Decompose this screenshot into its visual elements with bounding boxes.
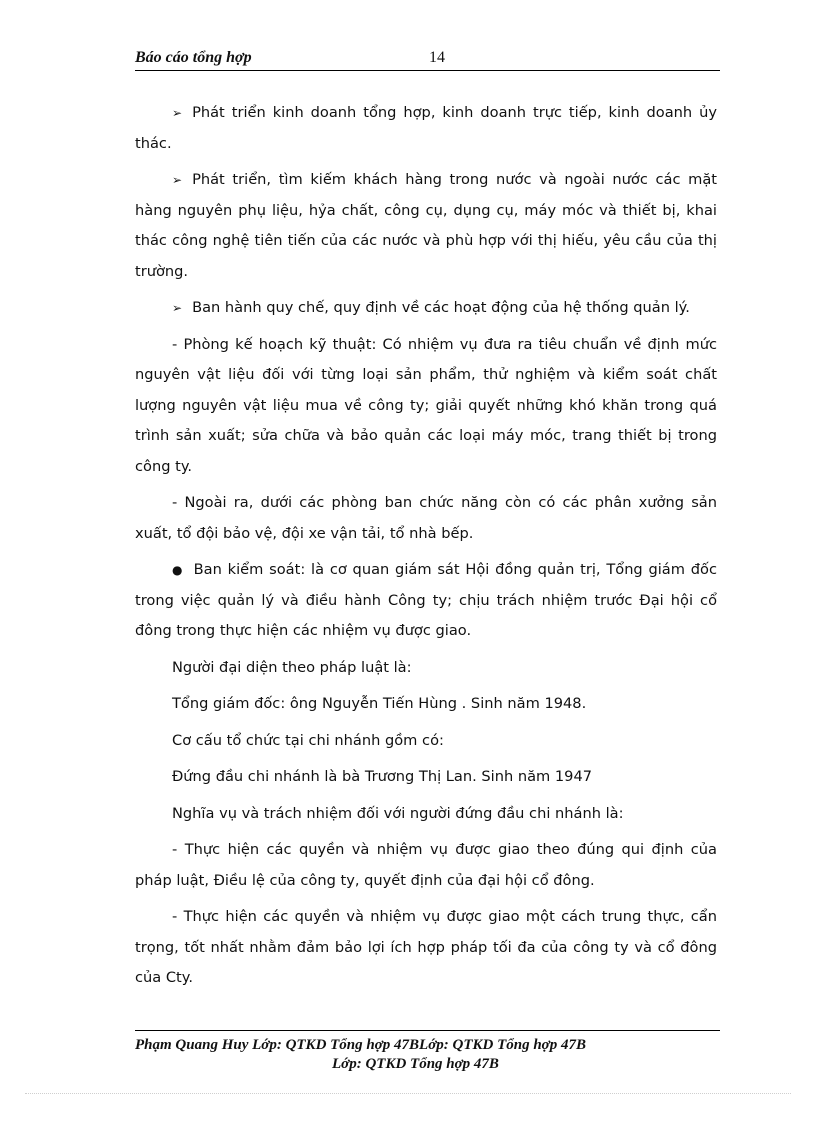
paragraph: ➢ Ban hành quy chế, quy định về các hoạt động của hệ thống quản lý. bbox=[172, 299, 690, 316]
page-footer bbox=[135, 1030, 720, 1074]
dot-bullet-icon: ● bbox=[172, 563, 184, 577]
paragraph: Nghĩa vụ và trách nhiệm đối với người đứng đầu chi nhánh là: bbox=[172, 804, 624, 822]
paragraph: ● Ban kiểm soát: là cơ quan giám sát Hội đồng quản trị, Tổng giám đốc trong việc quản lý và điều hành Công ty; chịu trách nhiệm trước Đại hội cổ đông trong thực hiện các nhiệm vụ được giao. bbox=[135, 561, 717, 639]
document-body bbox=[135, 98, 717, 1000]
paragraph: Người đại diện theo pháp luật là: bbox=[172, 658, 412, 676]
page-edge-divider bbox=[25, 1093, 791, 1094]
arrow-bullet-icon: ➢ bbox=[172, 106, 183, 120]
paragraph: ➢ Phát triển kinh doanh tổng hợp, kinh doanh trực tiếp, kinh doanh ủy thác. bbox=[135, 104, 717, 152]
page-header bbox=[135, 48, 720, 71]
header-title: Báo cáo tổng hợp bbox=[135, 49, 252, 66]
paragraph: - Phòng kế hoạch kỹ thuật: Có nhiệm vụ đưa ra tiêu chuẩn về định mức nguyên vật liệu đối với từng loại sản phẩm, thử nghiệm và kiểm soát chất lượng nguyên vật liệu mua về công ty; giải quyết những khó khăn trong quá trình sản xuất; sửa chữa và bảo quản các loại máy móc, trang thiết bị trong công ty. bbox=[135, 335, 717, 475]
paragraph: Tổng giám đốc: ông Nguyễn Tiến Hùng . Sinh năm 1948. bbox=[172, 695, 587, 712]
arrow-bullet-icon: ➢ bbox=[172, 301, 183, 315]
footer-line-2: Lớp: QTKD Tổng hợp 47B bbox=[332, 1056, 499, 1072]
paragraph: Đứng đầu chi nhánh là bà Trương Thị Lan. Sinh năm 1947 bbox=[172, 768, 593, 785]
page-number: 14 bbox=[429, 49, 445, 66]
paragraph: - Ngoài ra, dưới các phòng ban chức năng còn có các phân xưởng sản xuất, tổ đội bảo vệ, đội xe vận tải, tổ nhà bếp. bbox=[135, 494, 717, 542]
paragraph: - Thực hiện các quyền và nhiệm vụ được giao một cách trung thực, cẩn trọng, tốt nhất nhằm đảm bảo lợi ích hợp pháp tối đa của công ty và cổ đông của Cty. bbox=[135, 908, 717, 986]
arrow-bullet-icon: ➢ bbox=[172, 173, 183, 187]
paragraph: Cơ cấu tổ chức tại chi nhánh gồm có: bbox=[172, 731, 444, 749]
paragraph: - Thực hiện các quyền và nhiệm vụ được giao theo đúng qui định của pháp luật, Điều lệ của công ty, quyết định của đại hội cổ đông. bbox=[135, 841, 717, 889]
paragraph: ➢ Phát triển, tìm kiếm khách hàng trong nước và ngoài nước các mặt hàng nguyên phụ liệu, hỷa chất, công cụ, dụng cụ, máy móc và thiết bị, khai thác công nghệ tiên tiến của các nước và phù hợp với thị hiếu, yêu cầu của thị trường. bbox=[135, 171, 717, 280]
footer-line-1: Phạm Quang Huy Lớp: QTKD Tổng hợp 47BLớp: QTKD Tổng hợp 47B bbox=[135, 1037, 586, 1053]
